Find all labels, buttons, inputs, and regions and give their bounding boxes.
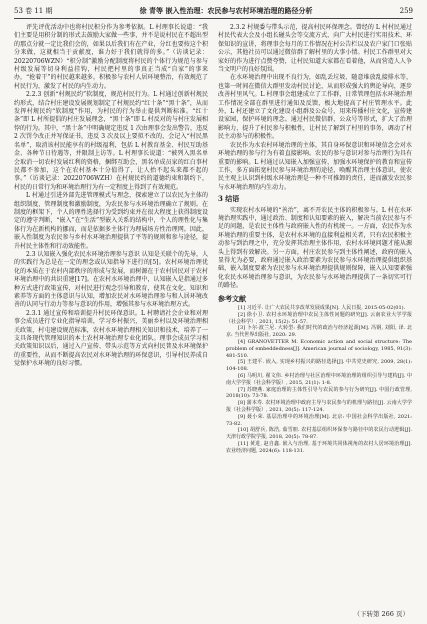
reference-item: [1] 习近平. 让广大农民共享改革发展成果[N]. 人民日报, 2015-05-02(01). bbox=[238, 305, 406, 311]
running-title: 徐 青等 嵌入性治理：农民参与农村环境治理的路径分析 bbox=[139, 6, 313, 15]
subsection-paragraph: 2.2.3 创新“村规民约”软制度，规范村民行为。L 村通过创新村规民约形式，结合村庄建设发展规划制定了村规民约“红十条”“黑十条”，从而发挥村规民约“软制度”作用，为村民的行为举止提供判断标准。“红十条”即 L 村所提倡的村庄发展理念，“黑十条”即 L 村反对的与村庄发展相悖的行为。其中，“黑十条”中明确规定违反 1 次由理事会发出警告，违反 2 次罚令改正并写保证书，违反 3 次及以上要拟不改的，会记入“村民黑名单”，取消该村民能享有的村级福利，包括 L 村教育基金、村民互助基金、各种节日待遇等，并限制上访等。L 村理事长说道：“被列入黑名单会取消一切农村发展红利的资格，捆绑互助会，黑名单成员家的红白事村民都不参加，这个在农村基本十分值得了，让人抬不起头来都不起的事。”（访谈记录：20220706WZH）在村规民约的道德约束和制约下，村民的日常行为和环境治理行为有一定程度上得到了有效规范。 bbox=[14, 91, 208, 191]
references-heading: 参考文献 bbox=[218, 293, 246, 303]
two-column-body bbox=[14, 24, 413, 455]
page-header bbox=[14, 6, 413, 19]
reference-item: [3] 卜尔·波兰尼. 大转型: 我们时代的政治与经济起源[M]. 冯钢, 刘阳, 译. 北京: 当代世界出版社, 2020: 29. bbox=[226, 325, 412, 339]
right-column bbox=[218, 24, 412, 455]
reference-item: [9] 聂小荣. 基层治理中的环境治理[M]. 北京: 中国社会科学出版社, 2021: 73-82. bbox=[226, 413, 412, 427]
body-paragraph: 在水环境治理中出现不良行为，如乱丢垃圾、随意堆放乱接排水等，也第一时间在微信大群里发动村民讨论，从而形成强大的舆论导向，逐步改善村里风气。L 村理事会组建成立了工作群，日常管理包括水环境治理工作情况全部在群里进行通知及反馈，极大地提高了村庄管理水平。此外，L 村还建立了文化建设小组群及公众号，用来传播村庄文化，宣传建设家园，保护环境的理念。通过村民微信群，公众号等形式，扩大了治理影响力，提升了村民参与积极性，让村民了解到了村里的事务，调动了村民主动参与的积极性。 bbox=[218, 74, 412, 141]
reference-item: [2] 徐小卫. 农村水环境治理中农民主体性问题的研究[J]. 云南农业大学学报（社会科学）, 2021, 15(2): 51-57. bbox=[226, 311, 412, 325]
subsection-paragraph: 2.3.1 通过宣传和培训提升村民环保意识。L 村聘请社会企业和对理事会成员进行专业化指导培训，学习乡村振兴、美丽乡村以及环境治理相关政策，村屯建设规范标准，农村水环境治理相关知识和技术，培养了一支具备现代管理知识的本土农村环境治理专业化团队。理事会成员学习相关政策知识以后，通过入户宣传、带头示范等方式向村民普及水环境保护的重要性，从而不断提高农民对水环境治理的环保意识，引导村民养成自觉保护水环境的良好习惯。 bbox=[14, 309, 208, 368]
page-number: 259 bbox=[399, 7, 413, 15]
reference-item: [5] 王建平. 嵌入, 实现乡村振兴的路径选择[J]. 中共党史研究, 2009, 28(1): 104-108. bbox=[226, 359, 412, 373]
section-heading: 3 结语 bbox=[218, 194, 240, 204]
reference-item: [11] 黄进, 赵自鑫. 嵌入与治理, 基于环境共同体视角的农村人居环境治理[J]. 农业经济问题, 2024(6): 118-131. bbox=[226, 440, 412, 454]
continued-note: （下转第 266 页） bbox=[353, 610, 409, 618]
subsection-paragraph: 2.3 认知嵌入强化农民水环境治理参与意识 认知是关联个的先导，人的实践行为总是在一定的理念或认知指导下进行的[5]。农村环境治理优化的本质在于农村内部秩序的形成与发展，而树源在于农村居民对于农村环境治理中的共识重建[17]。在农村水环境治理中，认知嵌入是指通过多种方式进行政策宣传，对村民进行观念引导和教育，使其在文化、知识和素养等方面的主体意识与认知，增加农民对水环境治理参与和人居环境改善的认同与行动力等参与意识的作用，增强其参与水环境治理方式。 bbox=[14, 250, 208, 309]
left-column bbox=[14, 24, 208, 455]
reference-item: [8] 蒲本寿. 农村环境治理中政府主导与农民参与的机理与路径[J]. 云南大学学报（社会科学版）, 2021, 20(5): 117-124. bbox=[226, 400, 412, 413]
reference-item: [7] 苏晓燕. 家庭治理的主体性引导与农民的参与行为研究[J]. 中国行政管理, 2018(10): 73-78. bbox=[226, 386, 412, 400]
body-paragraph: 实现农村水环境的“善治”，离不开农民主体的积极参与。L 村在水环境治理实践中，通过政治、制度和认知要素的嵌入，解决当前农民参与不足的问题，是农民主体性与政府嵌入性的有机统一。一方面，农民作为水环境治理的重要主体，是农村水环境的直接利益相关者，只有农民积极主动参与到治理之中，充分发挥其治理主体作用，农村水环境问题才能从源头上得到有效解决。另一方面，村庄农民参与到主体性阐述，政府的嵌入显得尤为必要，政府通过嵌入政治要素为农民参与水环境治理提供组织基础，嵌入制度要素为农民参与水环境治理提供规则保障，嵌入认知要素强化农民水环境治理参与意识，为农民参与水环境治理提供了一条切实可行的路径。 bbox=[218, 206, 412, 290]
subsection-paragraph: 2.3.2 村规委与带头示范，提高村民环保理念。曾经的 L 村村民通过村民代表大会及小组长碰头会等交流方式，向广大村民进行实用技术、环保知识的宣讲，将理事会每月的工作情况在村公告栏以及农户家门口张贴公示，其他社员可以通过微信群了解村里的大事小情。村民工作群里对大家好的作为进行点赞夸赞，让村民知道大家都在看着他，从而营造人人争当文明户的良好氛围。 bbox=[218, 24, 412, 74]
issue-label: 53 卷 11 期 bbox=[14, 7, 53, 15]
reference-item: [10] 胡舒兵, 陈浩, 茹雪朋. 农村基层组织环保参与路径中的农民行动逻辑[J]. 天津行政学院学报, 2018, 20(5): 78-87. bbox=[226, 427, 412, 441]
body-paragraph: L 村通过引进外部先进管理模式与理念，探索建立了以农民为主体的组织制度、管理制度和激励制度，为农民参与水环境治理确立了规则。在制度的框架下，个人的理性选择行为受到约束并在很大程度上获得制度设定的遵守判断，“嵌入”在“生活”型嵌入关系的结构中，个人的理性化与集体行为在新机构的挪而，而是依据多主体行为理展场方性治理网。因此，嵌入性制度为农民参与乡村水环境治理提供了平等的规则和参与途径，提升村民主体性和行动效能性。 bbox=[14, 192, 208, 250]
body-paragraph: 评先评优活动中也将村民积分作为参考依据。L 村理事长说道：“我们主要是用积分制的形式去鼓励大家做一些事，并不是说村民在不超出型的那点分就一定比我们会的，如果以后我们有在产业，分红也要按这个积分来做，这就相当于贡献度，谁力好于我们就得的多。”（访谈记录：20220706WZN）“积分制”激励分配制度将村民的个体行为规范与参与村级发展等切身利益挂钩，村民把村里的事真正当成“自家”的事来办，“抢着干”的村民越来越多，积极参与农村人居环境整治，有效规范了村民行为，激发了村民的内生动力。 bbox=[14, 24, 208, 90]
reference-item: [6] 马明川, 翟文伟. 乡村治理与社区治理中环境治理的组织引导与建构[J]. 中南大学学报（社会科学版）, 2015, 21(1): 1-8. bbox=[226, 372, 412, 386]
body-paragraph: 农民作为水农村环境治理的主体，其自身环保意识和环境信念会对水环境治理的参与行为有着直接影响。农民的参与意识对参与治理行为具有重要的影响。L 村通过认知嵌入加强宣传，加强水环境保护的教育和宣传工作，多方面拓宽村民参与环境治理的途径，唤醒其治理主体意识，使农民主观上认识到村级水环境治理是一种不可推卸的责任，进而激发农民参与水环境治理的内生动力。 bbox=[218, 141, 412, 191]
reference-item: [4] GRANOVETTER M. Economic action and social structure: The problem of embeddedness[J]. American journal of sociology, 1985, 91(3): 481-510. bbox=[226, 338, 412, 359]
